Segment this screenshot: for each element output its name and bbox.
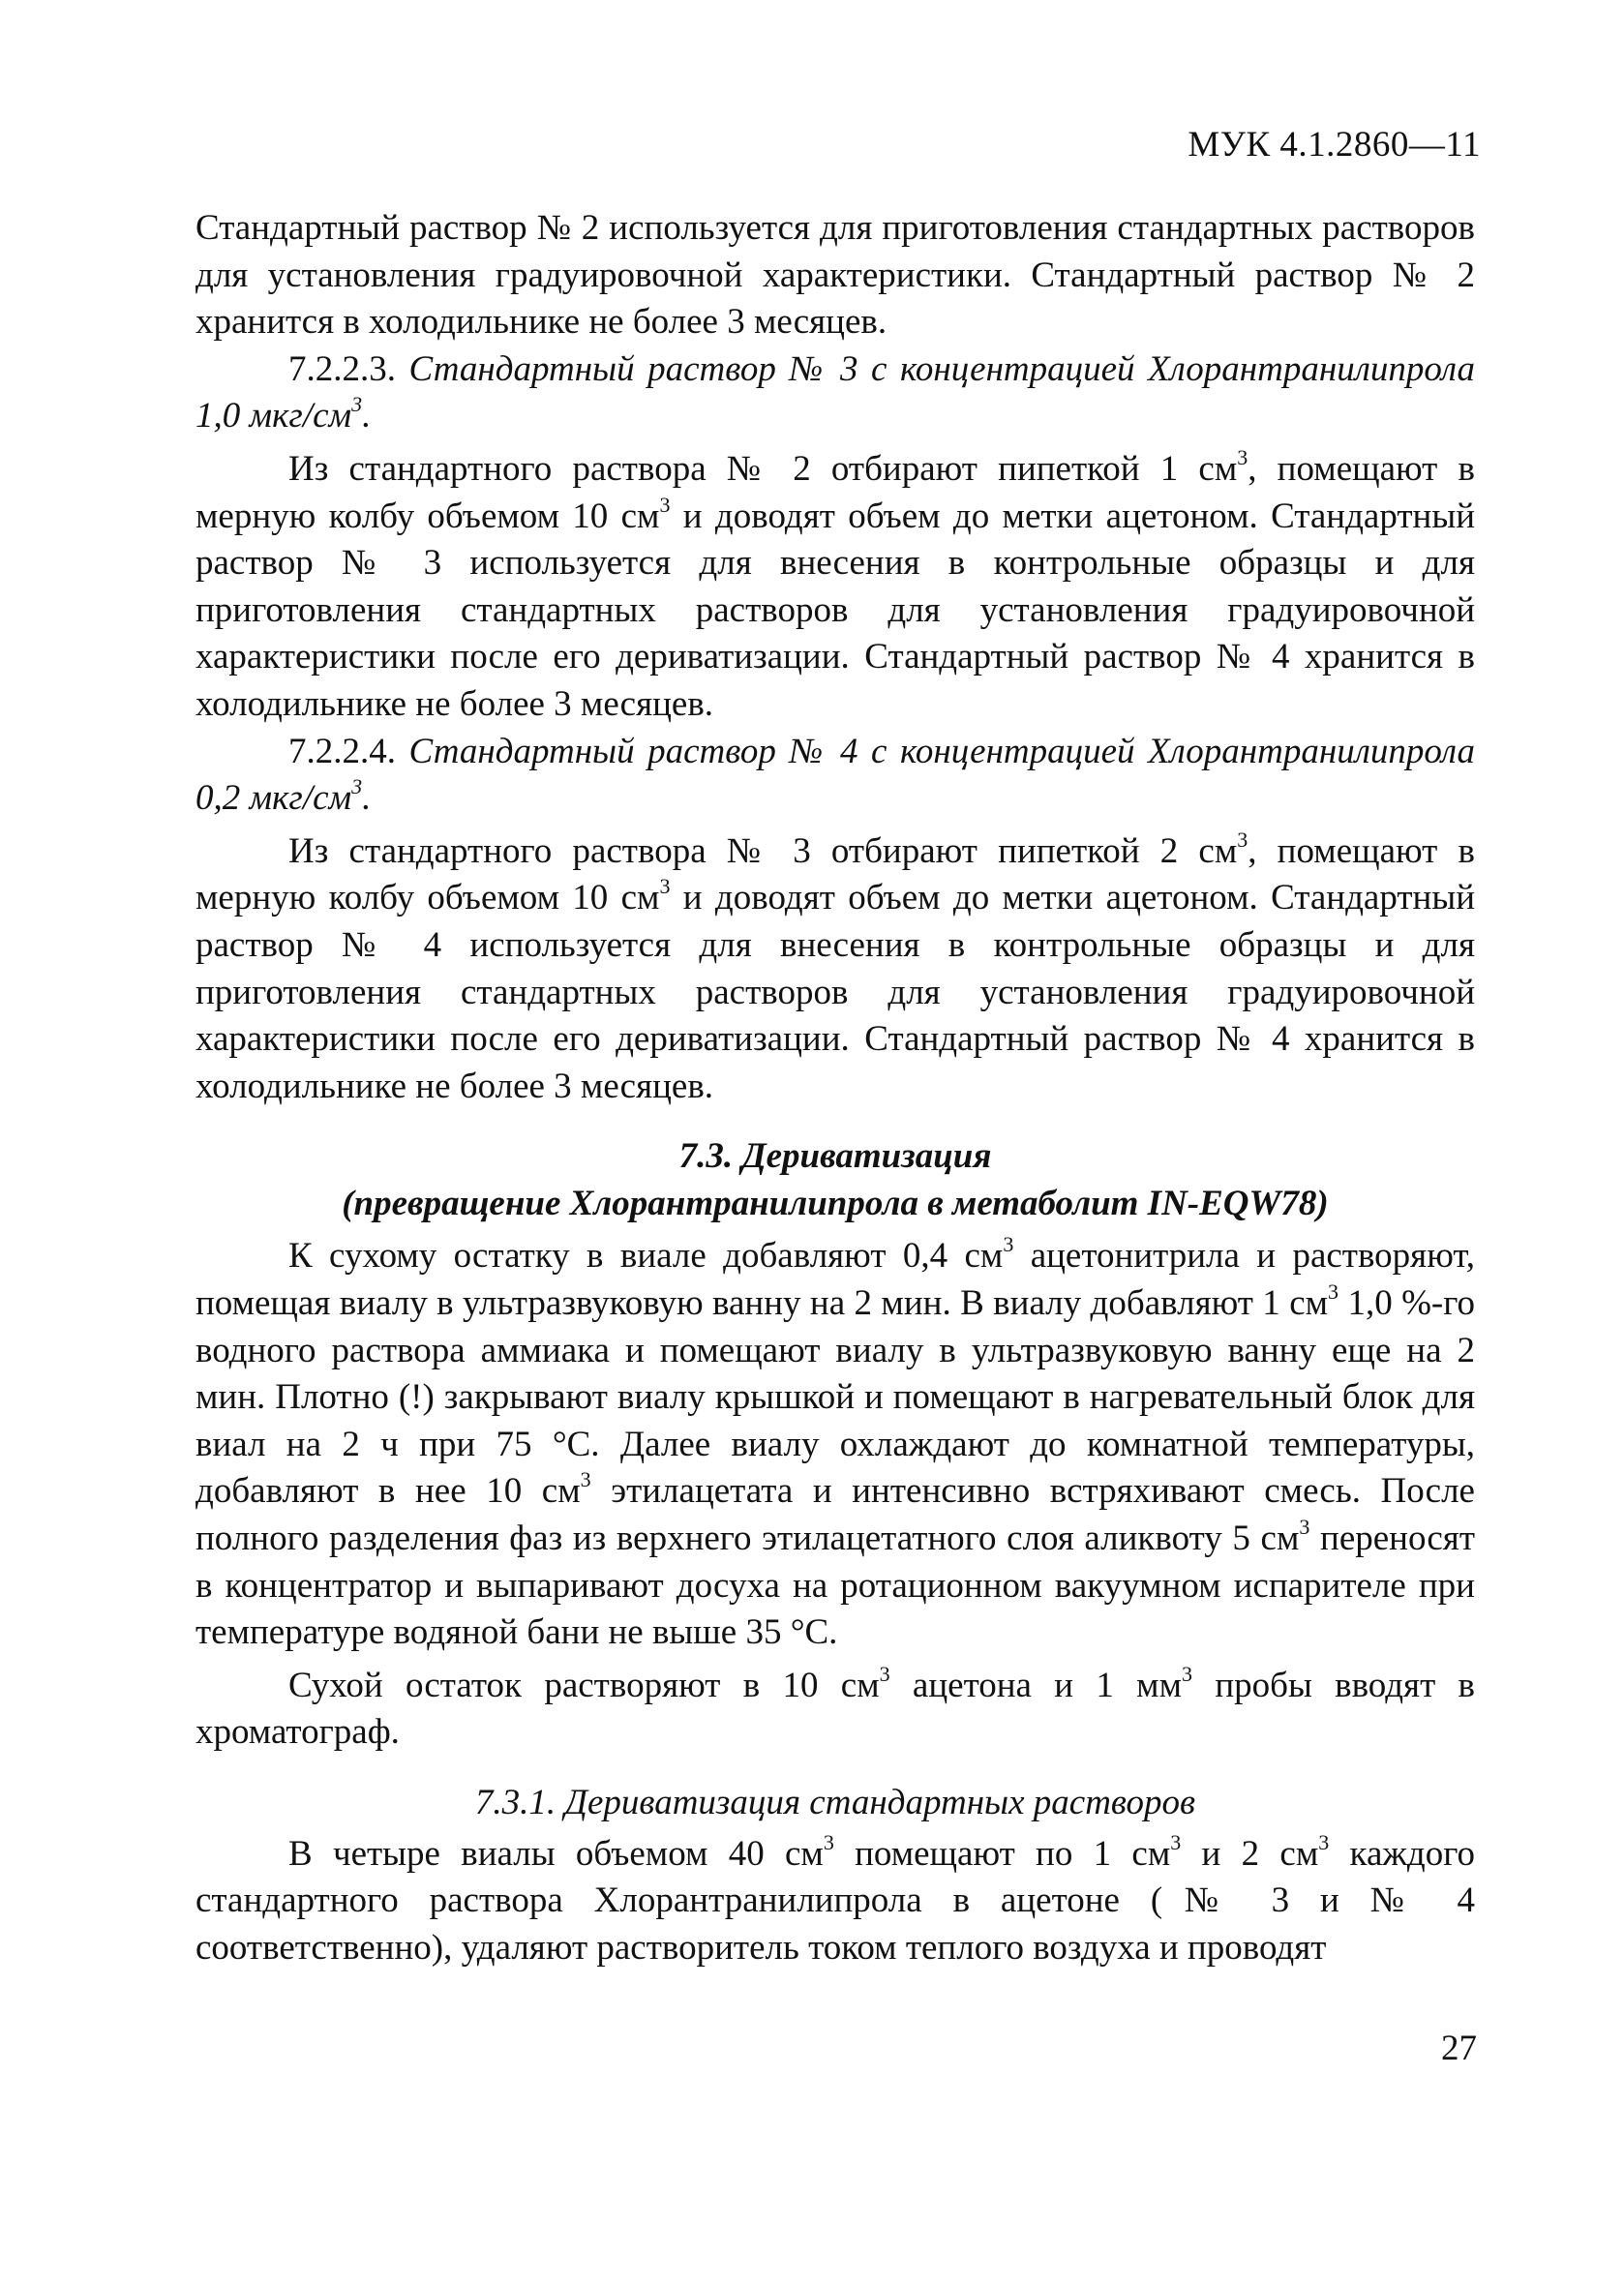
paragraph-prepare-solution-3 [195, 446, 1475, 729]
paragraph-dry-residue [195, 1663, 1475, 1757]
paragraph-text: и доводят объем до метки ацетоном. Стандартный раствор № 4 используется для внесения в контрольные образцы и для приготовления стандартных растворов для установления градуировочной характеристики после его дериватизации. Стандартный раствор № 4 хранится в холодильнике не более 3 месяцев. [195, 878, 1475, 1106]
paragraph-text: Из стандартного раствора № 2 отбирают пипеткой 1 см [288, 448, 1238, 489]
paragraph-text: переносят в концентратор и выпаривают досуха на ротационном вакуумном испарителе при температуре водяной бани не выше 35 °С. [195, 1519, 1475, 1653]
clause-7-2-2-4-heading: 7.2.2.4. Стандартный раствор № 4 с концентрацией Хлорантранилипрола 0,2 мкг/$см^3$. [195, 731, 1475, 819]
paragraph-text: ацетонитрила и растворяют, помещая виалу в ультразвуковую ванну на 2 мин. В виалу добавляют 1 см [195, 1236, 1475, 1324]
page-number: 27 [1441, 2029, 1477, 2068]
paragraph-text: пробы вводят в хроматограф. [195, 1665, 1476, 1753]
paragraph-prepare-solution-4 [195, 828, 1475, 1111]
paragraph-text: этилацетата и интенсивно встряхивают смесь. После полного разделения фаз из верхнего этилацетатного слоя аликвоту 5 см [195, 1471, 1475, 1559]
superscript: 3 [1237, 444, 1248, 469]
superscript: 3 [1182, 1661, 1193, 1686]
paragraph-derivatization-procedure [195, 1233, 1475, 1656]
paragraph-text: К сухому остатку в виале добавляют 0,4 см [288, 1236, 1004, 1277]
superscript: 3 [351, 774, 363, 799]
paragraph-text: Стандартный раствор № 2 используется для приготовления стандартных растворов для установления градуировочной характеристики. Стандартный раствор № 2 хранится в холодильнике не более 3 месяцев. [195, 208, 1475, 343]
paragraph-text: каждого стандартного раствора Хлорантранилипрола в ацетоне (№ 3 и № 4 соответственно), удаляют растворитель током теплого воздуха и проводят [195, 1833, 1476, 1968]
paragraph-text: , помещают в мерную колбу объемом 10 см [195, 448, 1476, 536]
section-title-line-1: 7.3. Дериватизация [678, 1136, 992, 1177]
superscript: 3 [823, 1829, 834, 1854]
superscript: 3 [879, 1661, 890, 1686]
clause-number: 7.2.2.4. [288, 731, 396, 771]
paragraph-text: помещают по 1 см [833, 1833, 1171, 1874]
paragraph-text: ацетона и 1 мм [889, 1665, 1183, 1705]
clause-title: Стандартный раствор № 3 с концентрацией Хлорантранилипрола 1,0 мкг/см [195, 348, 1475, 436]
superscript: 3 [351, 392, 363, 417]
paragraph-standard-derivatization [195, 1831, 1475, 1972]
paragraph-text: В четыре виалы объемом 40 см [288, 1833, 824, 1874]
superscript: 3 [1299, 1515, 1310, 1540]
section-7-3-title [195, 1133, 1475, 1227]
section-title-line-2: (превращение Хлорантранилипрола в метаболит IN-EQW78) [342, 1183, 1329, 1223]
paragraph-standard-solution-2 [195, 205, 1475, 346]
paragraph-text: Из стандартного раствора № 3 отбирают пипеткой 2 см [288, 830, 1238, 871]
superscript: 3 [1318, 1829, 1330, 1854]
superscript: 3 [659, 492, 671, 517]
superscript: 3 [1237, 827, 1248, 852]
clause-title: Стандартный раствор № 4 с концентрацией Хлорантранилипрола 0,2 мкг/см [195, 731, 1475, 819]
clause-7-2-2-3-heading: 7.2.2.3. Стандартный раствор № 3 с концентрацией Хлорантранилипрола 1,0 мкг/$см^3$. [195, 348, 1475, 436]
document-body [195, 205, 1475, 1971]
paragraph-text: Сухой остаток растворяют в 10 см [288, 1665, 880, 1705]
paragraph-text: 1,0 %-го водного раствора аммиака и помещают виалу в ультразвуковую ванну еще на 2 мин. Плотно (!) закрывают виалу крышкой и помещают в нагревательный блок для виал на 2 ч при 75 °С. Далее виалу охлаждают до комнатной температуры, добавляют в нее 10 см [195, 1283, 1475, 1512]
subsection-7-3-1-title: 7.3.1. Дериватизация стандартных растворов [474, 1783, 1196, 1822]
paragraph-text: и доводят объем до метки ацетоном. Стандартный раствор № 3 используется для внесения в контрольные образцы и для приготовления стандартных растворов для установления градуировочной характеристики после его дериватизации. Стандартный раствор № 4 хранится в холодильнике не более 3 месяцев. [195, 496, 1475, 724]
clause-number: 7.2.2.3. [288, 348, 396, 389]
paragraph-text: , помещают в мерную колбу объемом 10 см [195, 830, 1476, 918]
superscript: 3 [1170, 1829, 1182, 1854]
superscript: 3 [580, 1467, 591, 1492]
superscript: 3 [659, 874, 671, 899]
document-code-header: МУК 4.1.2860—11 [1188, 125, 1481, 165]
superscript: 3 [1328, 1279, 1339, 1305]
paragraph-text: и 2 см [1181, 1833, 1319, 1874]
superscript: 3 [1003, 1232, 1014, 1257]
